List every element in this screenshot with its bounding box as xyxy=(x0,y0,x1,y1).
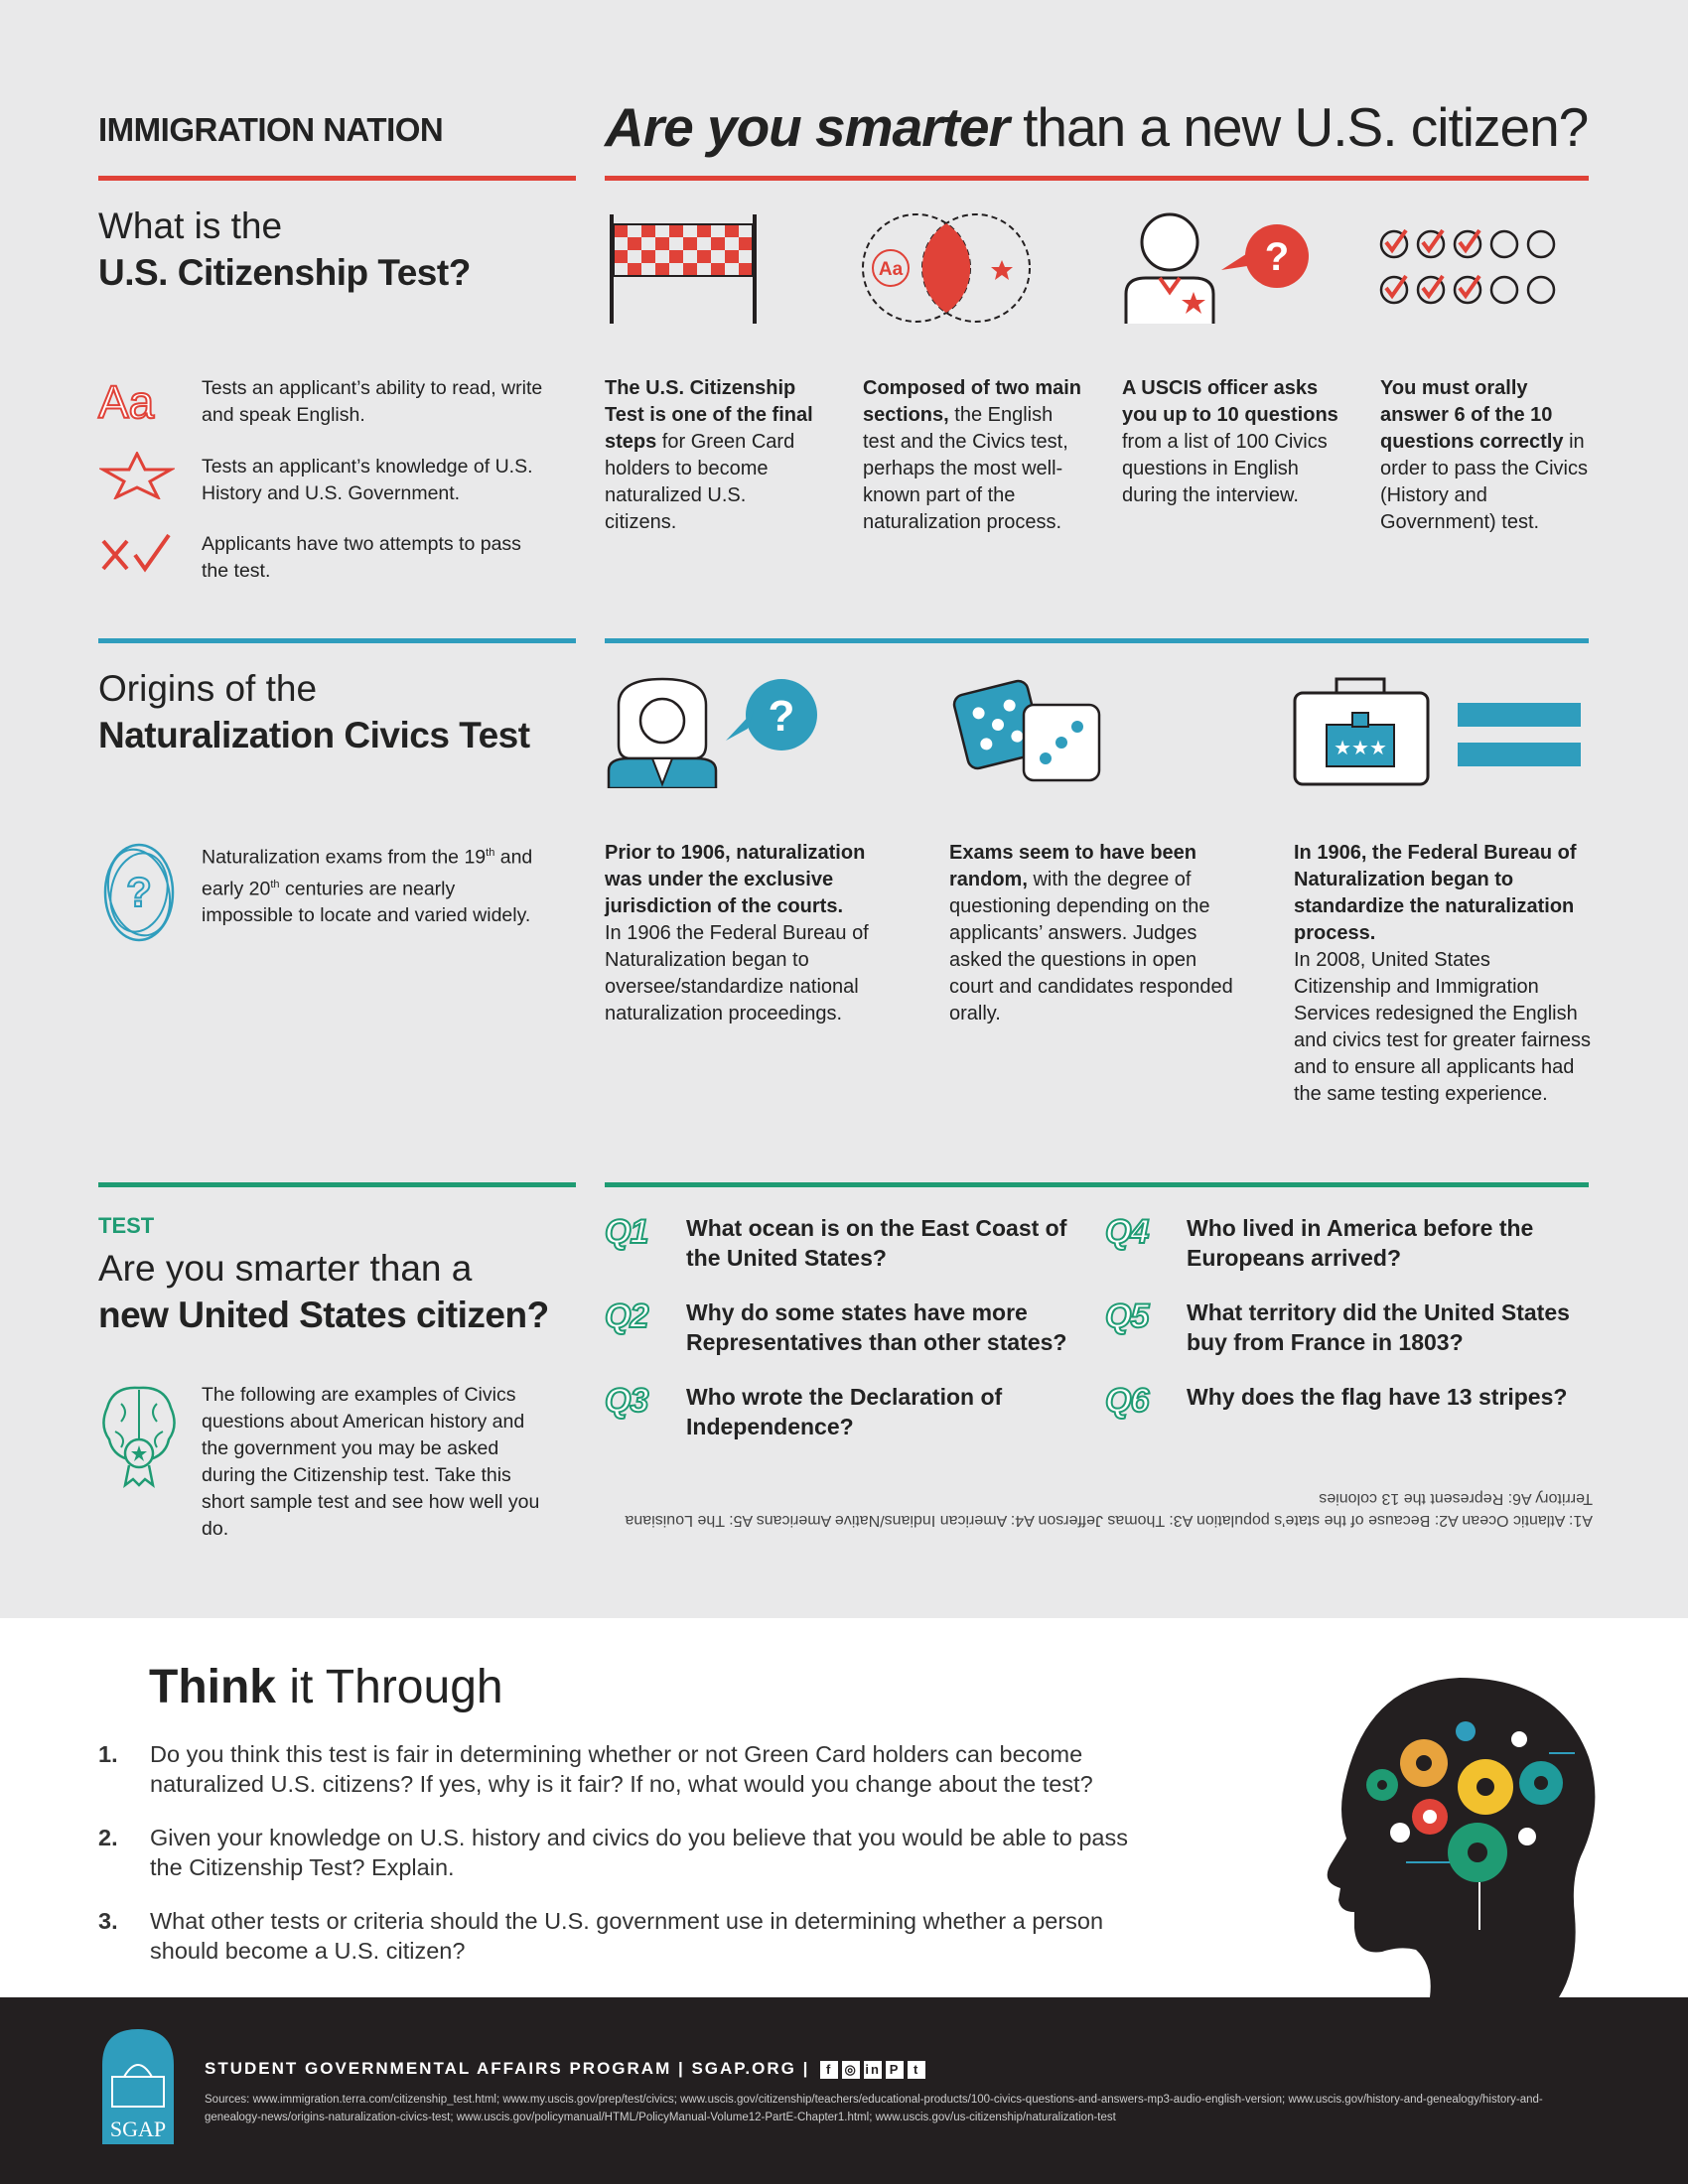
section1-title-line1: What is the xyxy=(98,205,283,246)
section1-col-3: A USCIS officer asks you up to 10 questions from a list of 100 Civics questions in English during the interview. xyxy=(1122,377,1338,506)
section1-item-2: Tests an applicant’s knowledge of U.S. History and U.S. Government. xyxy=(202,456,533,504)
svg-text:★★★: ★★★ xyxy=(1334,736,1387,759)
brand-title: IMMIGRATION NATION xyxy=(98,111,444,148)
venn-diagram-icon xyxy=(859,210,1034,326)
section1-col-4: You must orally answer 6 of the 10 questions correctly in order to pass the Civics (History and Government) test. xyxy=(1380,377,1588,533)
section2-col-2: Exams seem to have been random, with the degree of questioning depending on the applicants’ answers. Judges asked the questions in open court and candidates responded orally. xyxy=(949,842,1233,1024)
x-check-icon xyxy=(99,531,173,575)
think-item-1: Do you think this test is fair in determining whether or not Green Card holders can become naturalized U.S. citizens? If yes, why is it fair? If no, what would you change about the test? xyxy=(150,1741,1093,1797)
venn-aa-label: Aa xyxy=(878,259,904,280)
twitter-icon[interactable]: t xyxy=(908,2061,925,2079)
headline-rest: than a new U.S. citizen? xyxy=(1008,96,1589,158)
section3-intro: The following are examples of Civics questions about American history and the government you may be asked during the Citizenship test. Take this short sample test and see how well you do. xyxy=(202,1384,540,1540)
q3-text: Who wrote the Declaration of Independence? xyxy=(686,1384,1003,1439)
section1-item-3: Applicants have two attempts to pass the test. xyxy=(202,533,521,582)
dice-icon xyxy=(948,675,1107,788)
section1-item-1: Tests an applicant’s ability to read, write and speak English. xyxy=(202,377,543,426)
logo-text: SGAP xyxy=(109,2116,167,2141)
section1-col-1: The U.S. Citizenship Test is one of the final steps for Green Card holders to become naturalized U.S. citizens. xyxy=(605,377,813,533)
checkered-flag-icon xyxy=(606,210,761,326)
headline-emphasis: Are you smarter xyxy=(605,96,1009,158)
briefcase-equals-icon xyxy=(1291,675,1589,788)
officer-question-icon xyxy=(1122,208,1311,328)
section1-left-rule xyxy=(98,176,576,181)
q2-text: Why do some states have more Representatives than other states? xyxy=(686,1299,1067,1355)
section2-title-line2: Naturalization Civics Test xyxy=(98,715,530,755)
footer-program: STUDENT GOVERNMENTAL AFFAIRS PROGRAM | SGAP.ORG | f ◎ in P t xyxy=(205,2059,925,2079)
section3-title-line2: new United States citizen? xyxy=(98,1295,549,1335)
q4-text: Who lived in America before the Europeans arrived? xyxy=(1187,1215,1534,1271)
q6-label: Q6 xyxy=(1105,1382,1149,1420)
think-item-3: What other tests or criteria should the U.S. government use in determining whether a person should become a U.S. citizen? xyxy=(150,1908,1104,1964)
section3-right-rule xyxy=(605,1182,1589,1187)
q1-text: What ocean is on the East Coast of the United States? xyxy=(686,1215,1067,1271)
footer-sources: Sources: www.immigration.terra.com/citizenship_test.html; www.my.uscis.gov/prep/test/civics; www.uscis.gov/citizenship/teachers/educational-products/100-civics-questions-and-answers-mp3-audio-english-version; www.uscis.gov/history-and-genealogy/history-and-genealogy-news/origins-naturalization-civics-test; www.uscis.gov/policymanual/HTML/PolicyManual-Volume12-PartE-Chapter1.html; www.uscis.gov/us-citizenship/naturalization-test xyxy=(205,2094,1543,2123)
instagram-icon[interactable]: ◎ xyxy=(842,2061,860,2079)
answer-circles-icon xyxy=(1378,228,1563,308)
q1-label: Q1 xyxy=(605,1213,648,1251)
star-outline-icon xyxy=(99,452,175,499)
svg-text:?: ? xyxy=(768,692,795,741)
linkedin-icon[interactable]: in xyxy=(865,2061,881,2077)
think-num-1: 1. xyxy=(98,1741,118,1767)
section2-left-rule xyxy=(98,638,576,643)
section2-right-rule xyxy=(605,638,1589,643)
q5-text: What territory did the United States buy from France in 1803? xyxy=(1187,1299,1570,1355)
head-gears-icon xyxy=(1311,1668,1609,1997)
q4-label: Q4 xyxy=(1105,1213,1149,1251)
upside-down-answers: A1: Atlantic Ocean A2: Because of the state’s population A3: Thomas Jefferson A4: American Indians/Native Americans A5: The Louisiana Territory A6: Represent the 13 colonies xyxy=(625,1490,1593,1529)
q3-label: Q3 xyxy=(605,1382,648,1420)
page-headline xyxy=(605,95,1588,159)
sgap-logo xyxy=(98,2025,178,2144)
think-num-3: 3. xyxy=(98,1908,118,1934)
facebook-icon[interactable]: f xyxy=(820,2061,838,2079)
test-kicker: TEST xyxy=(98,1213,155,1238)
section2-intro: Naturalization exams from the 19th and early 20th centuries are nearly impossible to locate and varied widely. xyxy=(202,846,533,926)
think-item-2: Given your knowledge on U.S. history and civics do you believe that you would be able to pass the Citizenship Test? Explain. xyxy=(150,1825,1128,1880)
section3-title-line1: Are you smarter than a xyxy=(98,1248,473,1289)
aa-icon: Aa xyxy=(98,376,155,428)
section1-right-rule xyxy=(605,176,1589,181)
svg-text:?: ? xyxy=(1264,235,1290,279)
section1-col-2: Composed of two main sections, the English test and the Civics test, perhaps the most well-known part of the naturalization process. xyxy=(863,377,1081,533)
q6-text: Why does the flag have 13 stripes? xyxy=(1187,1384,1568,1410)
think-num-2: 2. xyxy=(98,1825,118,1850)
q5-label: Q5 xyxy=(1105,1297,1149,1335)
section2-title-line1: Origins of the xyxy=(98,668,318,709)
section2-col-3: In 1906, the Federal Bureau of Naturalization began to standardize the naturalization process. In 2008, United States Citizenship and Immigration Services redesigned the English and civics test for greater fairness and to ensure all applicants had the same testing experience. xyxy=(1294,842,1592,1105)
svg-text:?: ? xyxy=(126,869,152,915)
section3-left-rule xyxy=(98,1182,576,1187)
judge-question-icon xyxy=(605,675,829,788)
section1-title-line2: U.S. Citizenship Test? xyxy=(98,252,471,293)
section2-col-1: Prior to 1906, naturalization was under the exclusive jurisdiction of the courts. In 1906 the Federal Bureau of Naturalization began to oversee/standardize national naturalization proceedings. xyxy=(605,842,869,1024)
think-title: Think it Through xyxy=(149,1661,503,1713)
brain-ribbon-icon xyxy=(99,1382,179,1489)
scribble-question-icon xyxy=(99,839,179,946)
q2-label: Q2 xyxy=(605,1297,648,1335)
pinterest-icon[interactable]: P xyxy=(886,2061,904,2079)
